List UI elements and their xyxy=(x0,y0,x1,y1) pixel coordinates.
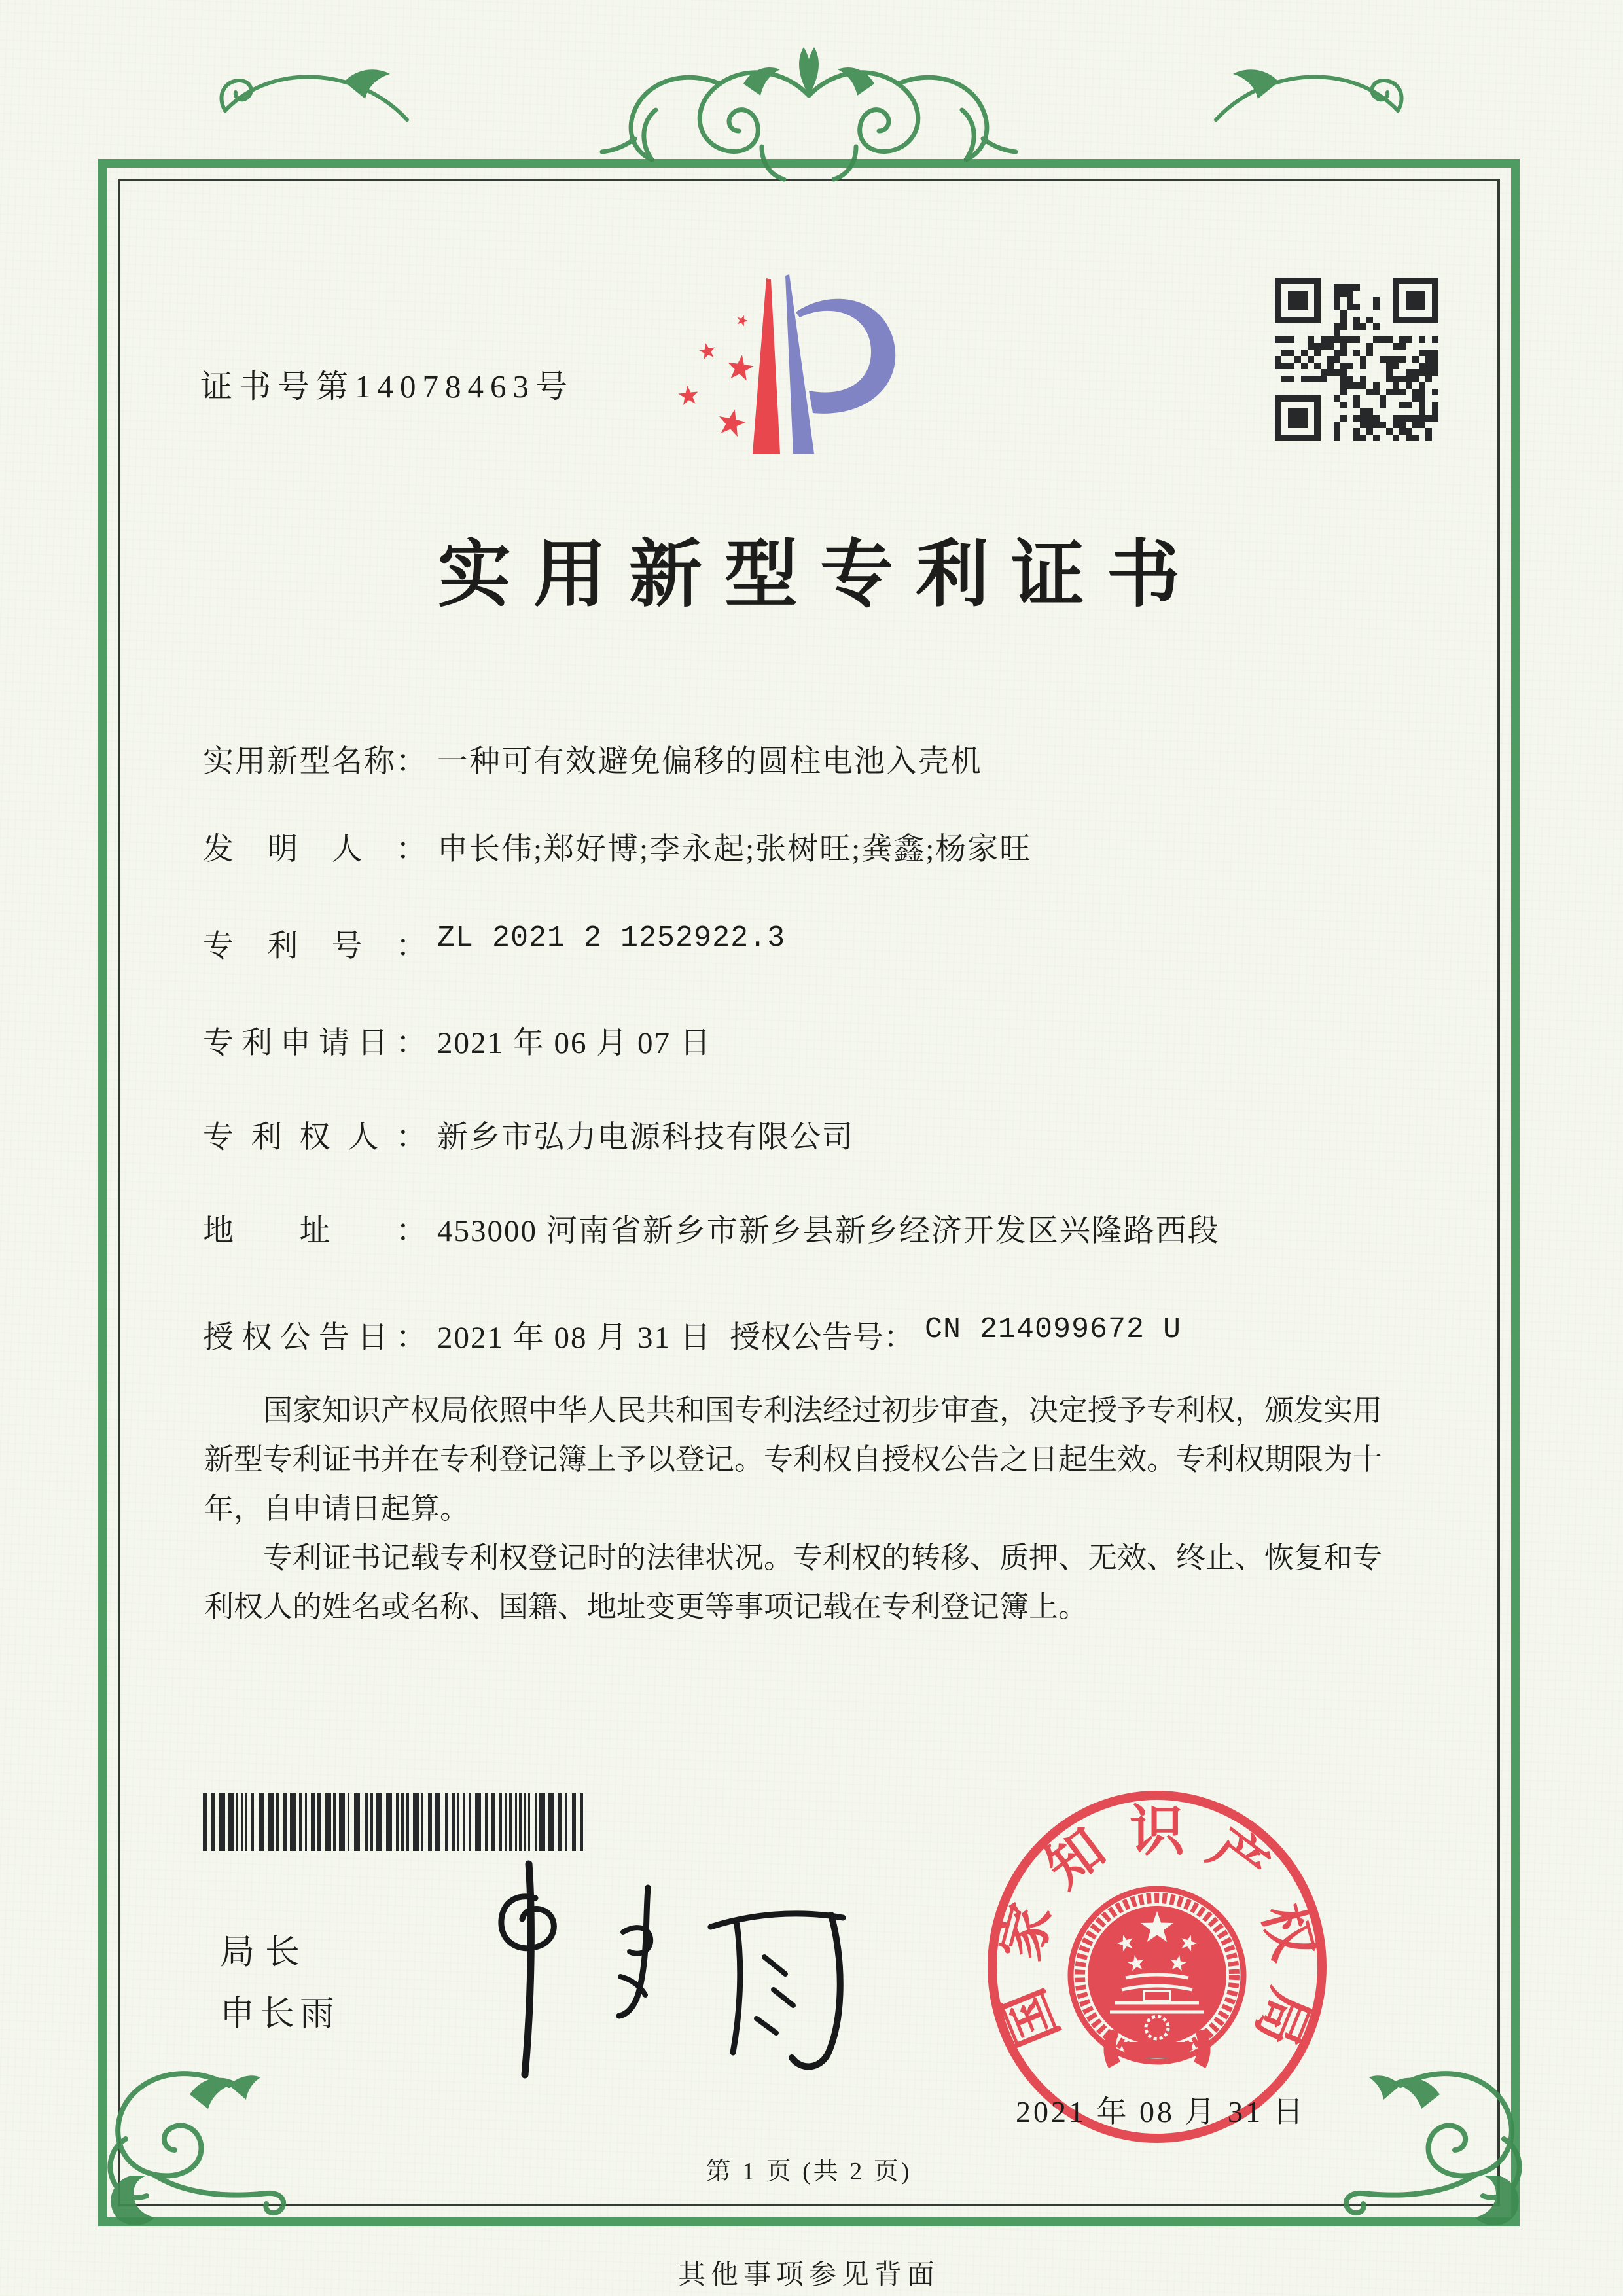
field-row-patentee xyxy=(203,1113,1420,1156)
svg-text:家: 家 xyxy=(990,1897,1063,1967)
cnipa-logo-icon xyxy=(674,272,916,461)
field-label: 专利号： xyxy=(203,929,427,963)
field-label: 专利申请日： xyxy=(203,1026,427,1060)
signer-name: 申长雨 xyxy=(220,1995,340,2033)
bottom-left-flourish-ornament xyxy=(92,2060,294,2231)
field-value: 一种可有效避免偏移的圆柱电池入壳机 xyxy=(437,745,982,779)
field-label: 地址： xyxy=(203,1214,427,1248)
svg-text:知: 知 xyxy=(1035,1818,1116,1900)
field-value: CN 214099672 U xyxy=(925,1313,1182,1346)
top-center-flourish-ornament xyxy=(586,47,1031,212)
signer-title: 局长 xyxy=(220,1933,310,1971)
field-value: 新乡市弘力电源科技有限公司 xyxy=(437,1121,854,1155)
field-label: 专利权人： xyxy=(203,1121,427,1155)
field-label: 授权公告号： xyxy=(730,1321,914,1355)
field-value: 453000 河南省新乡市新乡县新乡经济开发区兴隆路西段 xyxy=(437,1214,1220,1248)
field-row-patent-number xyxy=(203,922,1420,965)
certificate-number: 证书号第14078463号 xyxy=(200,368,575,404)
body-paragraph-1: 国家知识产权局依照中华人民共和国专利法经过初步审查，决定授予专利权，颁发实用新型专利证书并在专利登记簿上予以登记。专利权自授权公告之日起生效。专利权期限为十年，自申请日起算。 xyxy=(204,1394,1383,1525)
commissioner-signature xyxy=(452,1859,870,2081)
field-row-utility-model-name xyxy=(203,737,1420,780)
field-row-grant-date-and-number xyxy=(203,1313,1420,1356)
top-right-curl-ornament xyxy=(1211,56,1407,128)
svg-text:产: 产 xyxy=(1198,1818,1279,1900)
top-left-curl-ornament xyxy=(216,56,412,128)
field-value: 2021 年 08 月 31 日 xyxy=(437,1321,712,1355)
svg-text:权: 权 xyxy=(1251,1897,1324,1967)
national-emblem-icon xyxy=(1071,1889,1243,2068)
field-label: 授权公告日： xyxy=(203,1321,427,1355)
grant-number-pair xyxy=(730,1313,1181,1357)
field-value: 申长伟;郑好博;李永起;张树旺;龚鑫;杨家旺 xyxy=(437,833,1032,867)
certificate-body-text xyxy=(204,1386,1382,1632)
field-row-address xyxy=(203,1206,1420,1249)
svg-text:局: 局 xyxy=(1243,1980,1321,2054)
svg-text:国: 国 xyxy=(993,1980,1071,2054)
svg-text:识: 识 xyxy=(1129,1801,1185,1863)
qr-code xyxy=(1275,278,1438,441)
seal-date: 2021 年 08 月 31 日 xyxy=(1016,2095,1306,2128)
certificate-title: 实用新型专利证书 xyxy=(438,535,1202,616)
body-paragraph-2: 专利证书记载专利权登记时的法律状况。专利权的转移、质押、无效、终止、恢复和专利权人的姓名或名称、国籍、地址变更等事项记载在专利登记簿上。 xyxy=(204,1541,1383,1623)
field-row-inventors xyxy=(203,825,1420,868)
field-value: ZL 2021 2 1252922.3 xyxy=(437,922,786,955)
bottom-right-flourish-ornament xyxy=(1335,2060,1538,2231)
field-label: 发明人： xyxy=(203,833,427,867)
field-row-filing-date xyxy=(203,1018,1420,1062)
back-side-note: 其他事项参见背面 xyxy=(677,2260,940,2290)
barcode xyxy=(203,1793,590,1851)
field-value: 2021 年 06 月 07 日 xyxy=(437,1026,712,1060)
field-label: 实用新型名称： xyxy=(203,745,427,779)
page-number-footer: 第 1 页 (共 2 页) xyxy=(705,2158,912,2185)
